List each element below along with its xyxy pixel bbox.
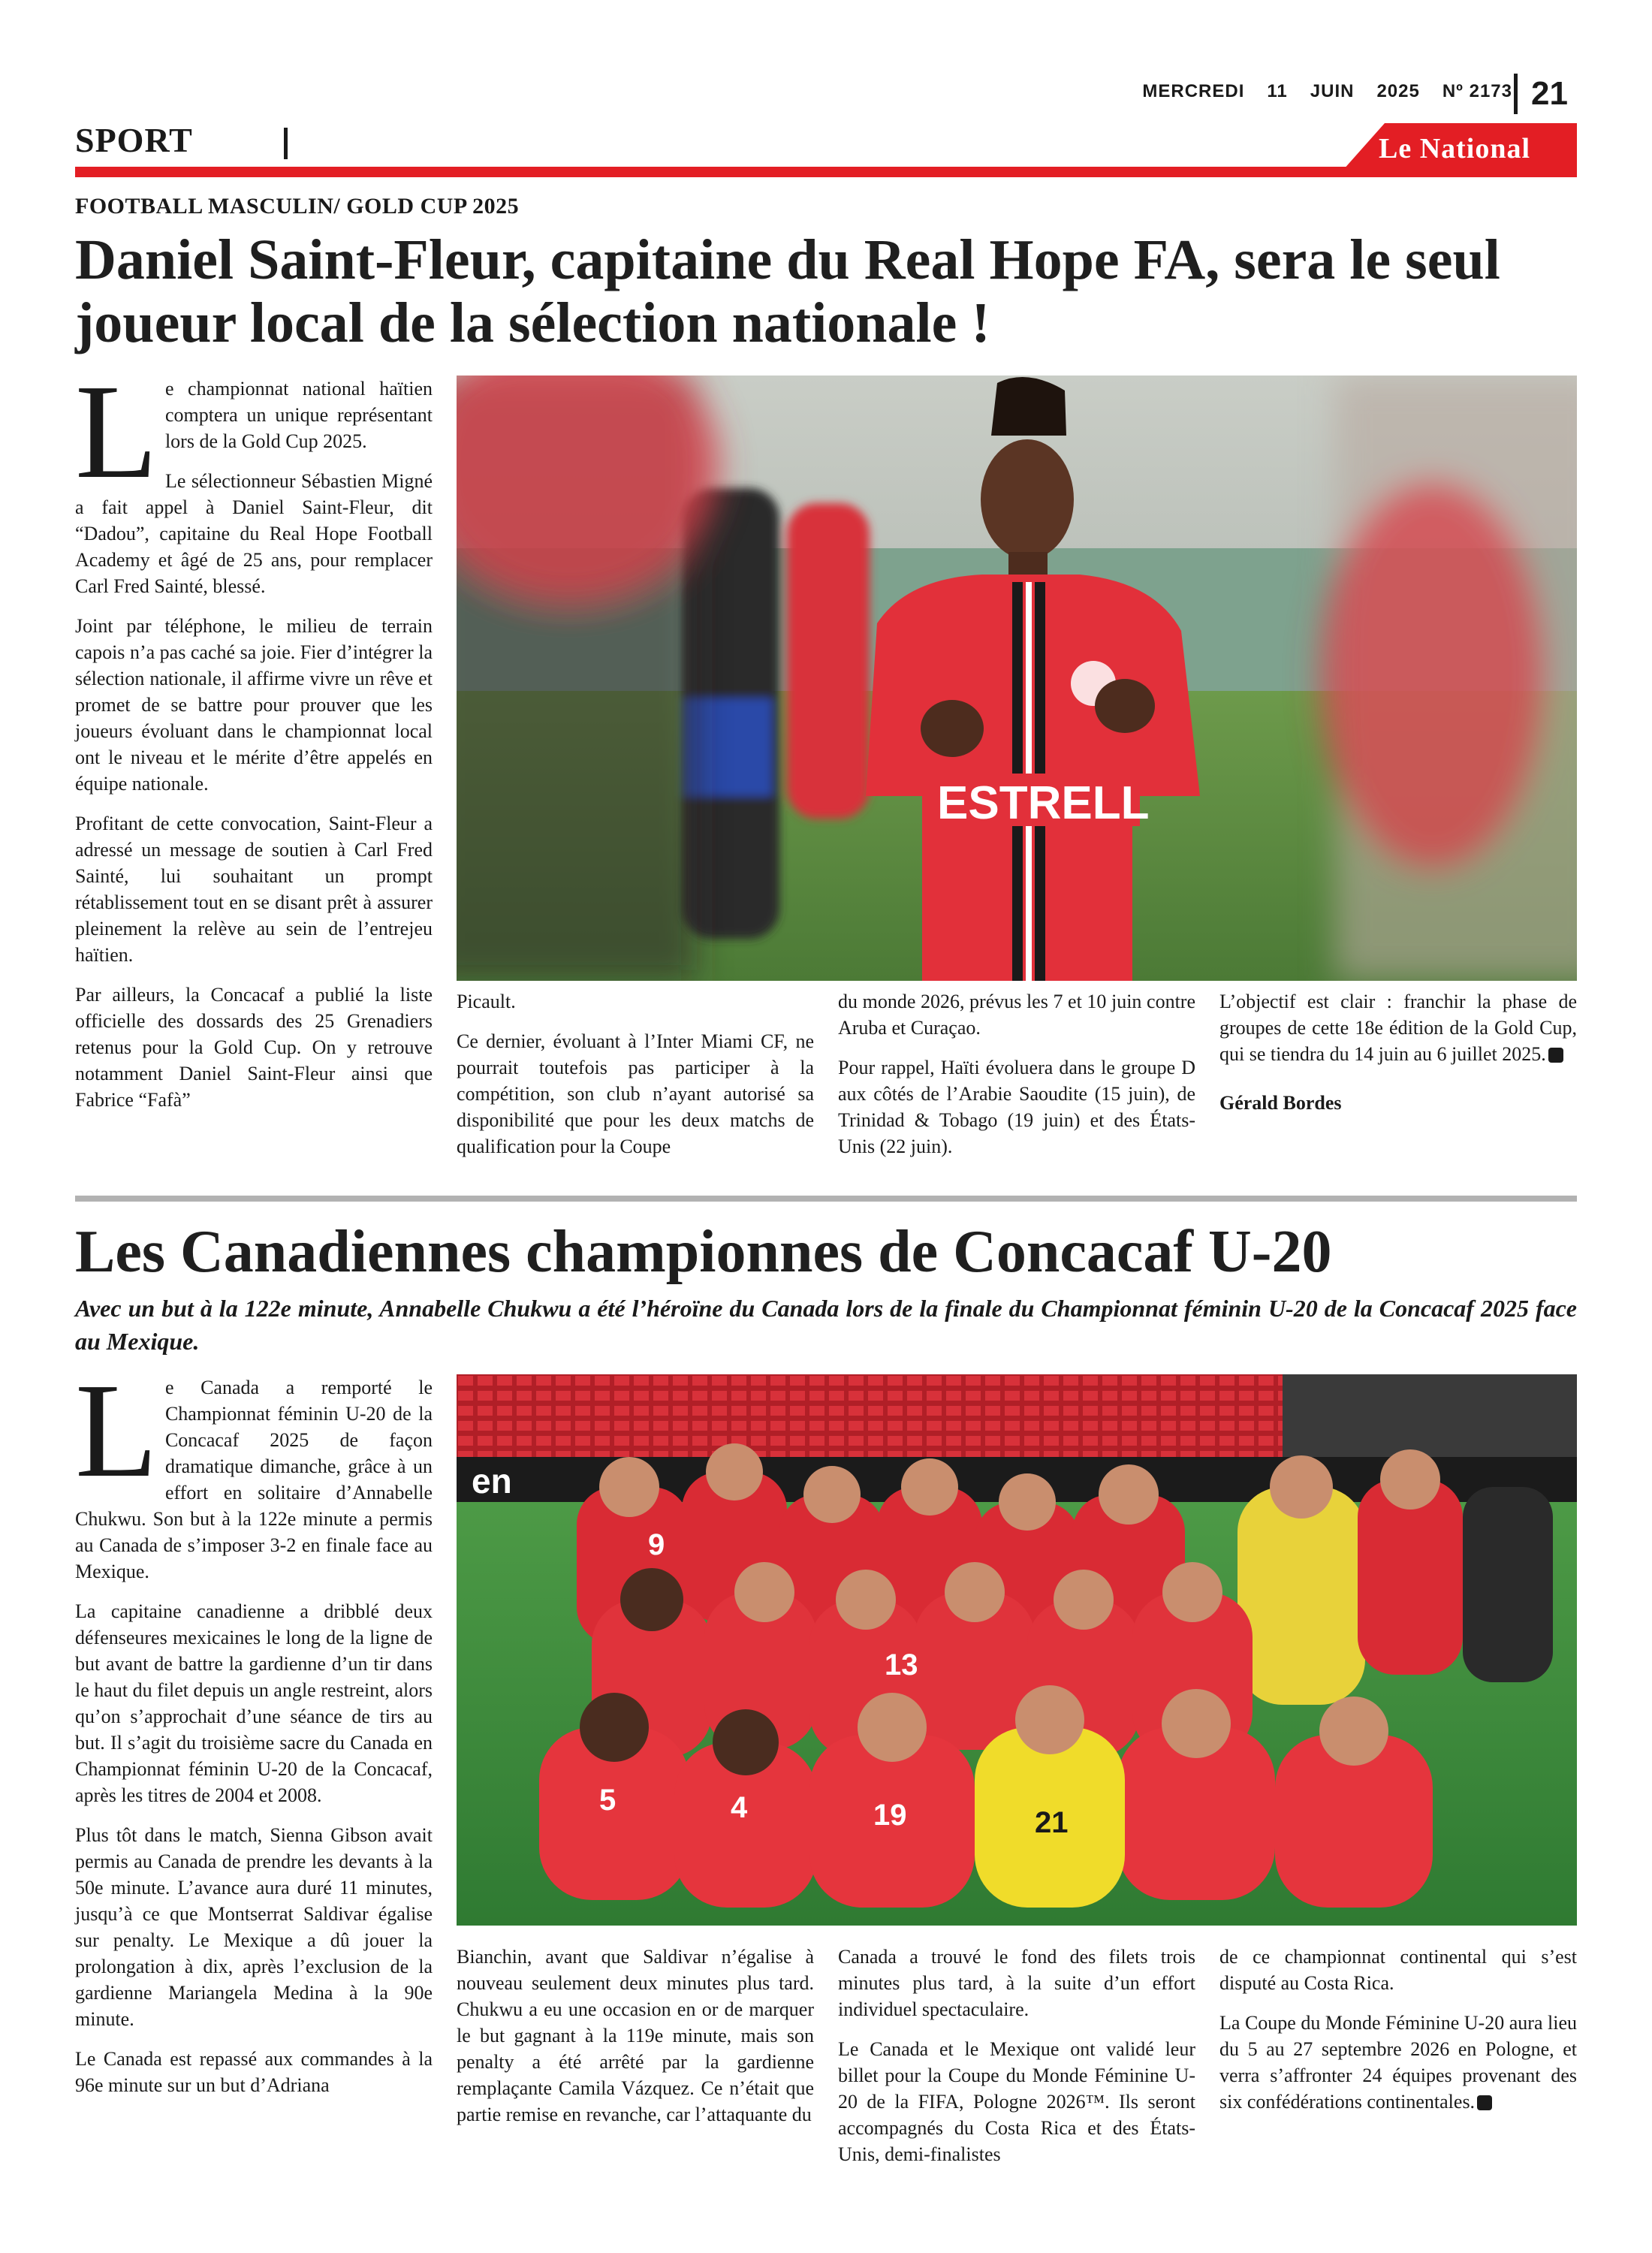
article1-paragraph: du monde 2026, prévus les 7 et 10 juin contre Aruba et Curaçao.	[838, 991, 1195, 1039]
article2-photo-illustration	[457, 1374, 1577, 1926]
article2-lead-paragraph	[75, 1356, 433, 1585]
article1-paragraph: Ce dernier, évoluant à l’Inter Miami CF, ne pourrait toutefois pas participer à la compétition, son club n’ayant autorisé sa disponibilité que pour les deux matchs de qualification pour la Coupe	[457, 1030, 814, 1157]
section-label: SPORT	[75, 121, 193, 159]
article1-paragraph: Par ailleurs, la Concacaf a publié la liste officielle des dossards des 25 Grenadiers retenus pour la Gold Cup. On y retrouve notamment Daniel Saint-Fleur ainsi que Fabrice “Fafà”	[75, 984, 433, 1111]
jersey-number: 13	[885, 1648, 918, 1681]
jersey-number: 19	[873, 1799, 907, 1832]
article2-paragraph: Canada a trouvé le fond des filets trois minutes plus tard, à la suite d’un effort individuel spectaculaire.	[838, 1946, 1195, 2020]
article2-paragraph: Bianchin, avant que Saldivar n’égalise à nouveau seulement deux minutes plus tard. Chukwu a eu une occasion en or de marquer le but gagnant à la 119e minute, mais son penalty a été arrêté par la gardienne remplaçante Camila Vázquez. Ce n’était que partie remise en revanche, car l’attaquante du	[457, 1946, 814, 2125]
jersey-number: 9	[648, 1528, 665, 1561]
article2-deck: Avec un but à la 122e minute, Annabelle Chukwu a été l’héroïne du Canada lors de la finale du Championnat féminin U-20 de la Concacaf 2025 face au Mexique.	[75, 1295, 1577, 1355]
article-divider	[75, 1196, 1577, 1202]
article2-paragraph: La capitaine canadienne a dribblé deux défenseures mexicaines le long de la ligne de but avant de battre la gardienne d’un tir dans le haut du filet depuis un angle restreint, alors qu’on s’approchait d’une séance de tirs au but. Il s’agit du troisième sacre du Canada en Championnat féminin U-20 de la Concacaf, après les titres de 2004 et 2008.	[75, 1600, 433, 1806]
article2-paragraph: Plus tôt dans le match, Sienna Gibson avait permis au Canada de prendre les devants à la 50e minute. L’avance aura duré 11 minutes, jusqu’à ce que Montserrat Saldivar égalise sur penalty. Le Mexique a dû jouer la prolongation à dix, après l’exclusion de la gardienne Mariangela Medina à la 90e minute.	[75, 1824, 433, 2030]
article2-headline: Les Canadiennes championnes de Concacaf U-20	[75, 1219, 1332, 1285]
article1-paragraph: Picault.	[457, 991, 516, 1012]
issue-day: MERCREDI	[1142, 81, 1245, 101]
page-number-block	[1514, 72, 1568, 116]
article1-paragraph: Pour rappel, Haïti évoluera dans le groupe D aux côtés de l’Arabie Saoudite (15 juin), de Trinidad & Tobago (19 juin) et des États-Unis (22 juin).	[838, 1057, 1195, 1157]
jersey-sponsor-text: ESTRELL	[937, 777, 1150, 829]
article1-headline: Daniel Saint-Fleur, capitaine du Real Hope FA, sera le seul joueur local de la sélection nationale !	[75, 228, 1500, 354]
article2-closing-text: La Coupe du Monde Féminine U-20 aura lieu du 5 au 27 septembre 2026 en Pologne, et verra s’affronter 24 équipes provenant des six confédérations continentales.	[1219, 2012, 1577, 2113]
issue-year: 2025	[1376, 81, 1420, 101]
article1-photo-illustration	[457, 376, 1577, 981]
newspaper-brand: Le National	[1379, 133, 1531, 164]
article1-dropcap: L	[75, 357, 158, 506]
jersey-number: 4	[731, 1791, 748, 1824]
article2-photo	[457, 1374, 1577, 1926]
article1-photo	[457, 376, 1577, 981]
page-number: 21	[1531, 75, 1568, 112]
article1-column-4	[1219, 988, 1577, 1130]
article1-closing-text: L’objectif est clair : franchir la phase de groupes de cette 18e édition de la Gold Cup, qui se tiendra du 14 juin au 6 juillet 2025.	[1219, 991, 1577, 1065]
article1-lead-text: e championnat national haïtien comptera un unique représentant lors de la Gold Cup 2025.	[164, 378, 433, 452]
jersey-number: 5	[599, 1784, 616, 1817]
jersey-number: 21	[1035, 1806, 1069, 1839]
article2-column-2	[457, 1944, 814, 2141]
article1-paragraph: Profitant de cette convocation, Saint-Fleur a adressé un message de soutien à Carl Fred Sainté, lui souhaitant un prompt rétablissement tout en se disant prêt à assurer pleinement la relève au sein de l’entrejeu haïtien.	[75, 813, 433, 966]
article2-closing-paragraph	[1219, 2010, 1577, 2115]
article1-column-1	[75, 357, 433, 1126]
article2-column-3	[838, 1944, 1195, 2181]
article2-dropcap: L	[75, 1356, 158, 1505]
article2-paragraph: Le Canada est repassé aux commandes à la 96e minute sur un but d’Adriana	[75, 2048, 433, 2096]
issue-date: 11	[1267, 81, 1288, 101]
end-of-article-icon	[1548, 1048, 1563, 1063]
article2-paragraph: Le Canada et le Mexique ont validé leur billet pour la Coupe du Monde Féminine U-20 de la FIFA, Pologne 2026™. Ils seront accompagnés du Costa Rica et des États-Unis, demi-finalistes	[838, 2038, 1195, 2165]
article1-closing-paragraph	[1219, 988, 1577, 1067]
end-of-article-icon	[1477, 2095, 1492, 2110]
stadium-banner-text: en	[472, 1461, 512, 1500]
article2-paragraph: de ce championnat continental qui s’est disputé au Costa Rica.	[1219, 1946, 1577, 1994]
section-separator	[284, 128, 288, 159]
article1-paragraph: Le sélectionneur Sébastien Migné a fait appel à Daniel Saint-Fleur, dit “Dadou”, capitaine du Real Hope Football Academy et âgé de 25 ans, pour remplacer Carl Fred Sainté, blessé.	[75, 470, 433, 597]
article1-column-3	[838, 988, 1195, 1173]
issue-number: Nº 2173	[1442, 81, 1512, 101]
article1-paragraph: Joint par téléphone, le milieu de terrain capois n’a pas caché sa joie. Fier d’intégrer la sélection nationale, il affirme vivre un rêve et promet de se battre pour prouver que les joueurs évoluant dans le championnat local ont le niveau et le mérite d’être appelés en équipe nationale.	[75, 615, 433, 795]
article2-column-4	[1219, 1944, 1577, 2128]
article1-column-2	[457, 988, 814, 1173]
article2-lead-text: e Canada a remporté le Championnat féminin U-20 de la Concacaf 2025 de façon dramatique dimanche, grâce à un effort en solitaire d’Annabelle Chukwu. Son but à la 122e minute a permis au Canada de s’imposer 3-2 en finale face au Mexique.	[75, 1377, 433, 1582]
issue-month: JUIN	[1310, 81, 1355, 101]
article1-lead-paragraph	[75, 357, 433, 506]
article1-author: Gérald Bordes	[1219, 1092, 1342, 1114]
masthead-date-line	[1142, 81, 1512, 102]
article1-kicker: FOOTBALL MASCULIN/ GOLD CUP 2025	[75, 194, 520, 219]
article2-column-1	[75, 1356, 433, 2112]
page-number-divider	[1514, 74, 1518, 114]
